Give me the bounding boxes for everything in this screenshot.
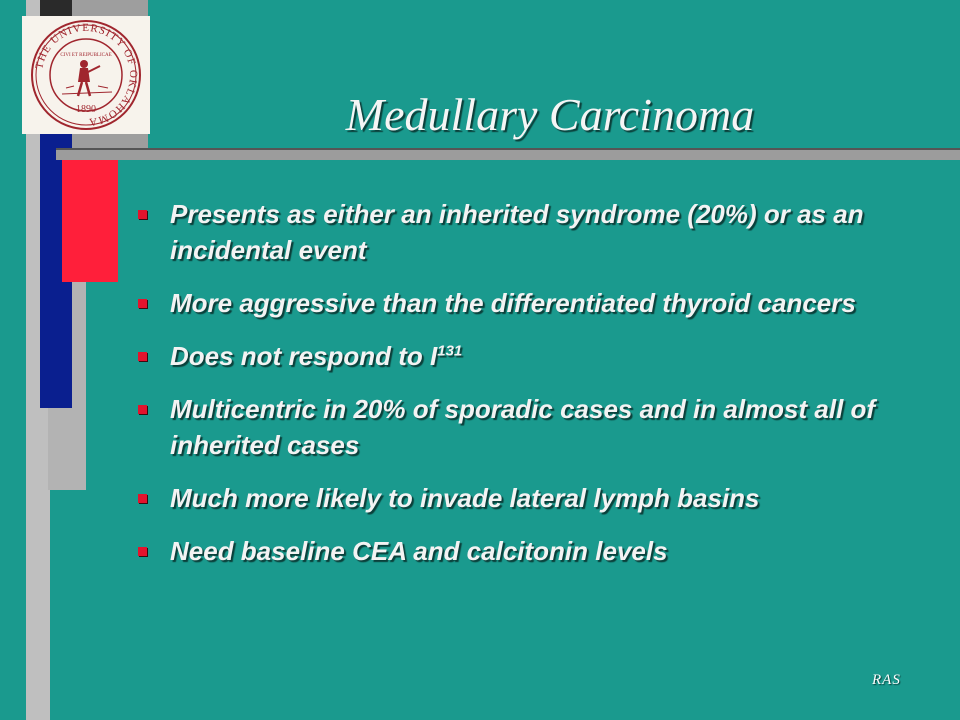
- bullet-text: Presents as either an inherited syndrome (20%) or as an incidental event: [170, 199, 864, 265]
- list-item: [132, 196, 942, 268]
- bullet-square-icon: [138, 547, 147, 556]
- svg-text:THE UNIVERSITY OF OKLAHOMA: THE UNIVERSITY OF OKLAHOMA: [33, 21, 140, 129]
- svg-text:1890: 1890: [76, 104, 96, 115]
- slide-title: Medullary Carcinoma: [345, 89, 755, 140]
- list-item: [132, 480, 942, 516]
- isotope-superscript: 131: [437, 342, 463, 360]
- bullet-text: Much more likely to invade lateral lymph basins: [170, 483, 760, 513]
- list-item: [132, 391, 942, 463]
- title-underline-rule: [56, 148, 960, 160]
- university-seal-logo: [22, 16, 150, 134]
- bullet-square-icon: [138, 352, 147, 361]
- decorative-bar: [62, 160, 118, 282]
- seal-icon: [22, 16, 150, 134]
- list-item: [132, 285, 942, 321]
- bullet-text: Need baseline CEA and calcitonin levels: [170, 536, 668, 566]
- bullet-text: Multicentric in 20% of sporadic cases and in almost all of inherited cases: [170, 394, 876, 460]
- bullet-text: More aggressive than the differentiated thyroid cancers: [170, 288, 856, 318]
- bullet-square-icon: [138, 494, 147, 503]
- author-initials: RAS: [872, 672, 901, 688]
- bullet-list: [132, 196, 942, 586]
- list-item: [132, 338, 942, 374]
- bullet-text: Does not respond to I: [170, 341, 438, 371]
- bullet-square-icon: [138, 405, 147, 414]
- bullet-square-icon: [138, 210, 147, 219]
- list-item: [132, 533, 942, 569]
- bullet-square-icon: [138, 299, 147, 308]
- svg-text:CIVI ET REIPUBLICAE: CIVI ET REIPUBLICAE: [60, 53, 112, 58]
